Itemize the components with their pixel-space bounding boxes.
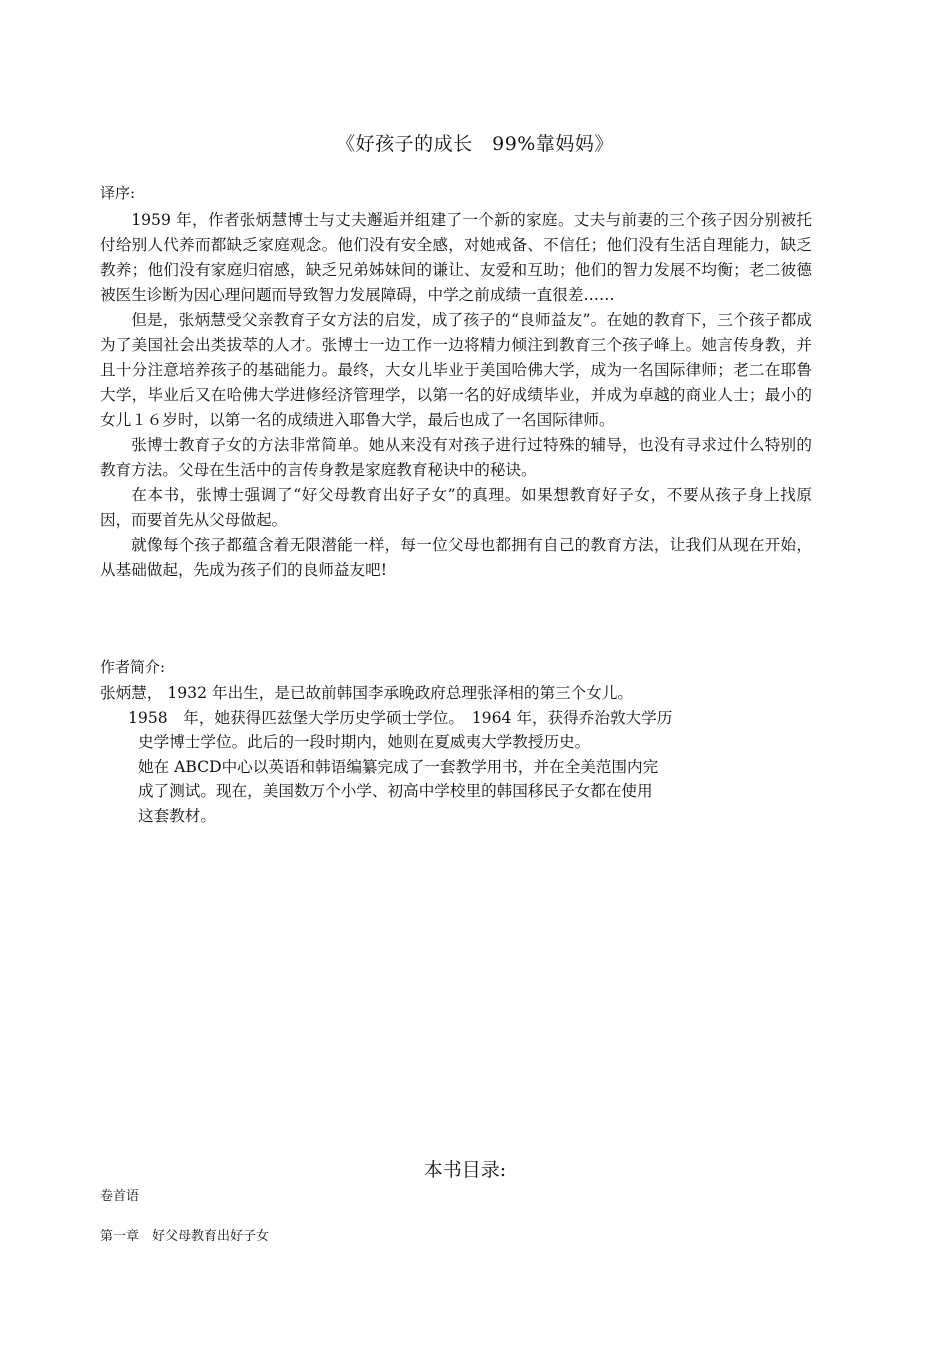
preface-paragraph: 在本书，张博士强调了“好父母教育出好子女”的真理。如果想教育好子女，不要从孩子身上找原因，而要首先从父母做起。	[100, 486, 812, 529]
author-bio-line: 成了测试。现在，美国数万个小学、初高中学校里的韩国移民子女都在使用	[138, 782, 653, 800]
author-bio-line: 张炳慧， 1932 年出生，是已故前韩国李承晚政府总理张泽相的第三个女儿。	[100, 684, 634, 702]
preface-heading: 译序:	[100, 184, 136, 202]
author-bio-line: 她在 ABCD中心以英语和韩语编纂完成了一套教学用书，并在全美范围内完	[138, 757, 659, 776]
author-heading: 作者简介:	[100, 658, 166, 676]
toc-item: 卷首语	[100, 1189, 140, 1204]
toc-item: 第一章 好父母教育出好子女	[100, 1229, 270, 1244]
author-bio-line: 史学博士学位。此后的一段时期内，她则在夏威夷大学教授历史。	[138, 733, 591, 751]
preface-paragraph: 张博士教育子女的方法非常简单。她从来没有对孩子进行过特殊的辅导，也没有寻求过什么特别的教育方法。父母在生活中的言传身教是家庭教育秘诀中的秘诀。	[100, 436, 812, 479]
book-title: 《好孩子的成长 99%靠妈妈》	[336, 133, 614, 155]
preface-body	[100, 208, 812, 583]
preface-paragraph: 1959 年，作者张炳慧博士与丈夫邂逅并组建了一个新的家庭。丈夫与前妻的三个孩子因分别被托付给别人代养而都缺乏家庭观念。他们没有安全感，对她戒备、不信任；他们没有生活自理能力，缺乏教养；他们没有家庭归宿感，缺乏兄弟姊妹间的谦让、友爱和互助；他们的智力发展不均衡；老二彼德被医生诊断为因心理问题而导致智力发展障碍，中学之前成绩一直很差……	[100, 211, 812, 304]
preface-paragraph: 但是，张炳慧受父亲教育子女方法的启发，成了孩子的“良师益友”。在她的教育下，三个孩子都成为了美国社会出类拔萃的人才。张博士一边工作一边将精力倾注到教育三个孩子峰上。她言传身教，并且十分注意培养孩子的基础能力。最终，大女儿毕业于美国哈佛大学，成为一名国际律师；老二在耶鲁大学，毕业后又在哈佛大学进修经济管理学，以第一名的好成绩毕业，并成为卓越的商业人士；最小的女儿１６岁时，以第一名的成绩进入耶鲁大学，最后也成了一名国际律师。	[100, 311, 812, 429]
toc-heading: 本书目录:	[423, 1159, 507, 1181]
author-bio-line: 1958 年，她获得匹兹堡大学历史学硕士学位。 1964 年，获得乔治敦大学历	[128, 708, 673, 727]
author-bio-line: 这套教材。	[138, 806, 216, 825]
author-bio	[100, 681, 780, 828]
preface-paragraph: 就像每个孩子都蕴含着无限潜能一样，每一位父母也都拥有自己的教育方法，让我们从现在开始，从基础做起，先成为孩子们的良师益友吧!	[100, 536, 812, 579]
